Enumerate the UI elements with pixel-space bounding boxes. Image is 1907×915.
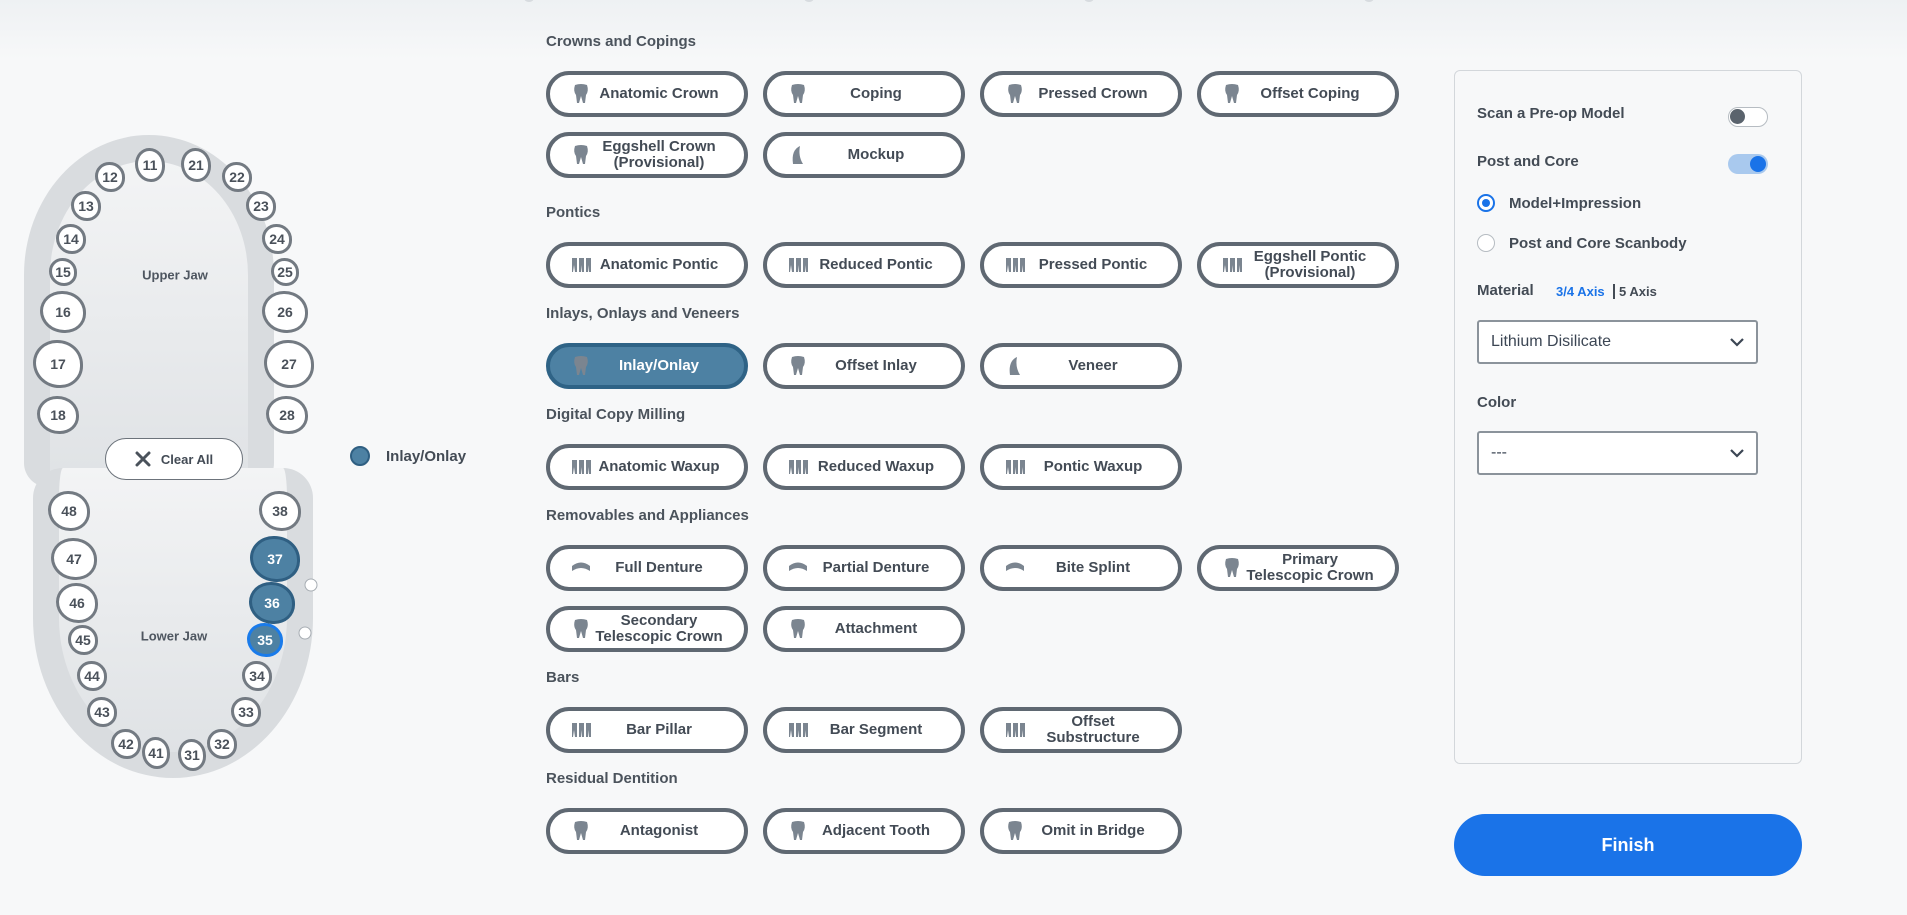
restoration-label: Offset Inlay xyxy=(835,357,917,374)
tooth-26[interactable]: 26 xyxy=(262,291,308,333)
bridge-connector-handle[interactable] xyxy=(299,627,312,640)
restoration-label: Pressed Pontic xyxy=(1038,256,1148,273)
offset-substructure-icon xyxy=(1004,719,1026,741)
antagonist-icon xyxy=(570,820,592,842)
restoration-label: Offset Substructure xyxy=(1046,713,1140,746)
restoration-label: Offset Coping xyxy=(1260,85,1360,102)
tooth-15[interactable]: 15 xyxy=(49,258,77,286)
adjacent-tooth-button[interactable] xyxy=(763,808,965,854)
restoration-label: Anatomic Waxup xyxy=(598,458,720,475)
pontic-waxup-icon xyxy=(1004,456,1026,478)
material-label: Material xyxy=(1477,282,1534,299)
adjacent-tooth-icon xyxy=(787,820,809,842)
tooth-47[interactable]: 47 xyxy=(51,538,97,580)
anatomic-crown-icon xyxy=(570,83,592,105)
legend-swatch xyxy=(350,446,370,466)
tooth-22[interactable]: 22 xyxy=(222,162,252,192)
restoration-label: Coping xyxy=(850,85,902,102)
mockup-icon xyxy=(787,144,809,166)
restoration-label: Secondary Telescopic Crown xyxy=(595,612,723,645)
section-title: Removables and Appliances xyxy=(546,507,749,524)
inlay-onlay-button[interactable] xyxy=(546,343,748,389)
bite-splint-button[interactable] xyxy=(980,545,1182,591)
tooth-14[interactable]: 14 xyxy=(56,224,86,254)
restoration-label: Bar Segment xyxy=(829,721,923,738)
restoration-label: Attachment xyxy=(834,620,918,637)
tooth-25[interactable]: 25 xyxy=(271,258,299,286)
restoration-label: Pressed Crown xyxy=(1038,85,1148,102)
restoration-label: Reduced Waxup xyxy=(817,458,935,475)
color-select[interactable] xyxy=(1477,431,1758,475)
antagonist-button[interactable] xyxy=(546,808,748,854)
tooth-34[interactable]: 34 xyxy=(242,661,272,691)
radio-label: Model+Impression xyxy=(1509,194,1642,212)
restoration-label: Adjacent Tooth xyxy=(821,822,931,839)
color-label: Color xyxy=(1477,394,1517,411)
radio-dot xyxy=(1477,234,1495,252)
restoration-label: Veneer xyxy=(1068,357,1118,374)
upper-jaw-label: Upper Jaw xyxy=(142,267,208,283)
bar-pillar-button[interactable] xyxy=(546,707,748,753)
eggshell-pontic-provisional-button[interactable] xyxy=(1197,242,1399,288)
clear-all-label: Clear All xyxy=(160,451,214,467)
bridge-connector-handle[interactable] xyxy=(305,579,318,592)
mockup-button[interactable] xyxy=(763,132,965,178)
anatomic-pontic-button[interactable] xyxy=(546,242,748,288)
full-denture-button[interactable] xyxy=(546,545,748,591)
reduced-waxup-button[interactable] xyxy=(763,444,965,490)
tooth-43[interactable]: 43 xyxy=(87,697,117,727)
restoration-label: Partial Denture xyxy=(822,559,930,576)
secondary-telescopic-crown-button[interactable] xyxy=(546,606,748,652)
pressed-pontic-icon xyxy=(1004,254,1026,276)
lower-jaw-label: Lower Jaw xyxy=(140,628,208,644)
section-title: Digital Copy Milling xyxy=(546,406,686,423)
tooth-33[interactable]: 33 xyxy=(231,697,261,727)
offset-coping-button[interactable] xyxy=(1197,71,1399,117)
axis-option-5[interactable]: 5 Axis xyxy=(1619,284,1657,299)
top-indicator-dot xyxy=(1364,0,1374,2)
partial-denture-button[interactable] xyxy=(763,545,965,591)
restoration-label: Omit in Bridge xyxy=(1041,822,1145,839)
tooth-18[interactable]: 18 xyxy=(37,396,79,434)
eggshell-pontic-icon xyxy=(1221,254,1243,276)
restoration-label: Mockup xyxy=(847,146,905,163)
eggshell-crown-icon xyxy=(570,144,592,166)
tooth-21[interactable]: 21 xyxy=(181,148,211,182)
restoration-label: Reduced Pontic xyxy=(819,256,933,273)
tooth-28[interactable]: 28 xyxy=(266,396,308,434)
pressed-crown-button[interactable] xyxy=(980,71,1182,117)
partial-denture-icon xyxy=(787,557,809,579)
post-core-label: Post and Core xyxy=(1477,153,1579,170)
jaw-chart xyxy=(0,0,360,800)
pressed-crown-icon xyxy=(1004,83,1026,105)
reduced-pontic-icon xyxy=(787,254,809,276)
omit-in-bridge-button[interactable] xyxy=(980,808,1182,854)
coping-button[interactable] xyxy=(763,71,965,117)
radio-post-core-scanbody[interactable] xyxy=(1477,234,1687,252)
primary-telescopic-crown-icon xyxy=(1221,557,1243,579)
bite-splint-icon xyxy=(1004,557,1026,579)
restoration-label: Bar Pillar xyxy=(626,721,692,738)
section-title: Crowns and Copings xyxy=(546,33,696,50)
tooth-17[interactable]: 17 xyxy=(33,340,83,388)
close-icon xyxy=(135,451,151,467)
pontic-waxup-button[interactable] xyxy=(980,444,1182,490)
tooth-44[interactable]: 44 xyxy=(77,661,107,691)
tooth-11[interactable]: 11 xyxy=(135,148,165,182)
section-title: Bars xyxy=(546,669,580,686)
material-select[interactable] xyxy=(1477,320,1758,364)
tooth-32[interactable]: 32 xyxy=(207,729,237,759)
bar-segment-button[interactable] xyxy=(763,707,965,753)
tooth-27[interactable]: 27 xyxy=(264,340,314,388)
clear-all-button[interactable] xyxy=(105,438,243,480)
bar-pillar-icon xyxy=(570,719,592,741)
finish-button[interactable]: Finish xyxy=(1454,814,1802,876)
eggshell-crown-provisional-button[interactable] xyxy=(546,132,748,178)
color-value: --- xyxy=(1491,444,1507,461)
restoration-label: Antagonist xyxy=(619,822,699,839)
tooth-13[interactable]: 13 xyxy=(71,191,101,221)
anatomic-pontic-icon xyxy=(570,254,592,276)
section-title: Inlays, Onlays and Veneers xyxy=(546,305,740,322)
anatomic-waxup-icon xyxy=(570,456,592,478)
radio-label: Post and Core Scanbody xyxy=(1509,234,1687,252)
restoration-label: Eggshell Pontic (Provisional) xyxy=(1253,248,1367,281)
tooth-45[interactable]: 45 xyxy=(68,625,98,655)
restoration-label: Pontic Waxup xyxy=(1043,458,1143,475)
legend-label: Inlay/Onlay xyxy=(386,447,467,465)
reduced-pontic-button[interactable] xyxy=(763,242,965,288)
radio-model-impression[interactable] xyxy=(1477,194,1641,212)
restoration-label: Full Denture xyxy=(615,559,703,576)
omit-in-bridge-icon xyxy=(1004,820,1026,842)
restoration-legend xyxy=(350,446,466,466)
material-value: Lithium Disilicate xyxy=(1491,333,1612,350)
tooth-12[interactable]: 12 xyxy=(95,162,125,192)
offset-substructure-button[interactable] xyxy=(980,707,1182,753)
tooth-16[interactable]: 16 xyxy=(40,291,86,333)
restoration-label: Anatomic Pontic xyxy=(599,256,719,273)
inlay-onlay-icon xyxy=(570,355,592,377)
reduced-waxup-icon xyxy=(787,456,809,478)
scan-preop-label: Scan a Pre-op Model xyxy=(1477,105,1625,122)
tooth-46[interactable]: 46 xyxy=(56,583,98,623)
pressed-pontic-button[interactable] xyxy=(980,242,1182,288)
axis-option-3-4[interactable]: 3/4 Axis xyxy=(1556,284,1605,299)
top-indicator-dot xyxy=(1084,0,1094,2)
chevron-down-icon xyxy=(1730,449,1744,458)
attachment-button[interactable] xyxy=(763,606,965,652)
post-core-toggle[interactable] xyxy=(1728,154,1768,174)
anatomic-crown-button[interactable] xyxy=(546,71,748,117)
tooth-41[interactable]: 41 xyxy=(142,737,170,769)
coping-icon xyxy=(787,83,809,105)
restoration-label: Eggshell Crown (Provisional) xyxy=(602,138,716,171)
scan-preop-toggle[interactable] xyxy=(1728,107,1768,127)
top-indicator-dot xyxy=(524,0,534,2)
restoration-label: Inlay/Onlay xyxy=(618,357,700,374)
tooth-37[interactable]: 37 xyxy=(250,536,300,582)
chevron-down-icon xyxy=(1730,338,1744,347)
tooth-36[interactable]: 36 xyxy=(249,582,295,624)
restoration-label: Primary Telescopic Crown xyxy=(1246,551,1374,584)
axis-divider xyxy=(1613,284,1615,299)
tooth-23[interactable]: 23 xyxy=(246,191,276,221)
offset-coping-icon xyxy=(1221,83,1243,105)
section-title: Pontics xyxy=(546,204,601,221)
full-denture-icon xyxy=(570,557,592,579)
offset-inlay-icon xyxy=(787,355,809,377)
restoration-label: Bite Splint xyxy=(1055,559,1131,576)
attachment-icon xyxy=(787,618,809,640)
restoration-label: Anatomic Crown xyxy=(599,85,719,102)
tooth-48[interactable]: 48 xyxy=(48,491,90,531)
secondary-telescopic-crown-icon xyxy=(570,618,592,640)
tooth-24[interactable]: 24 xyxy=(262,224,292,254)
offset-inlay-button[interactable] xyxy=(763,343,965,389)
options-panel xyxy=(1454,70,1802,764)
anatomic-waxup-button[interactable] xyxy=(546,444,748,490)
primary-telescopic-crown-button[interactable] xyxy=(1197,545,1399,591)
section-title: Residual Dentition xyxy=(546,770,678,787)
veneer-icon xyxy=(1004,355,1026,377)
radio-dot xyxy=(1477,194,1495,212)
tooth-35[interactable]: 35 xyxy=(247,623,283,657)
top-indicator-dot xyxy=(804,0,814,2)
veneer-button[interactable] xyxy=(980,343,1182,389)
tooth-42[interactable]: 42 xyxy=(111,729,141,759)
bar-segment-icon xyxy=(787,719,809,741)
tooth-31[interactable]: 31 xyxy=(178,739,206,771)
tooth-38[interactable]: 38 xyxy=(259,491,301,531)
